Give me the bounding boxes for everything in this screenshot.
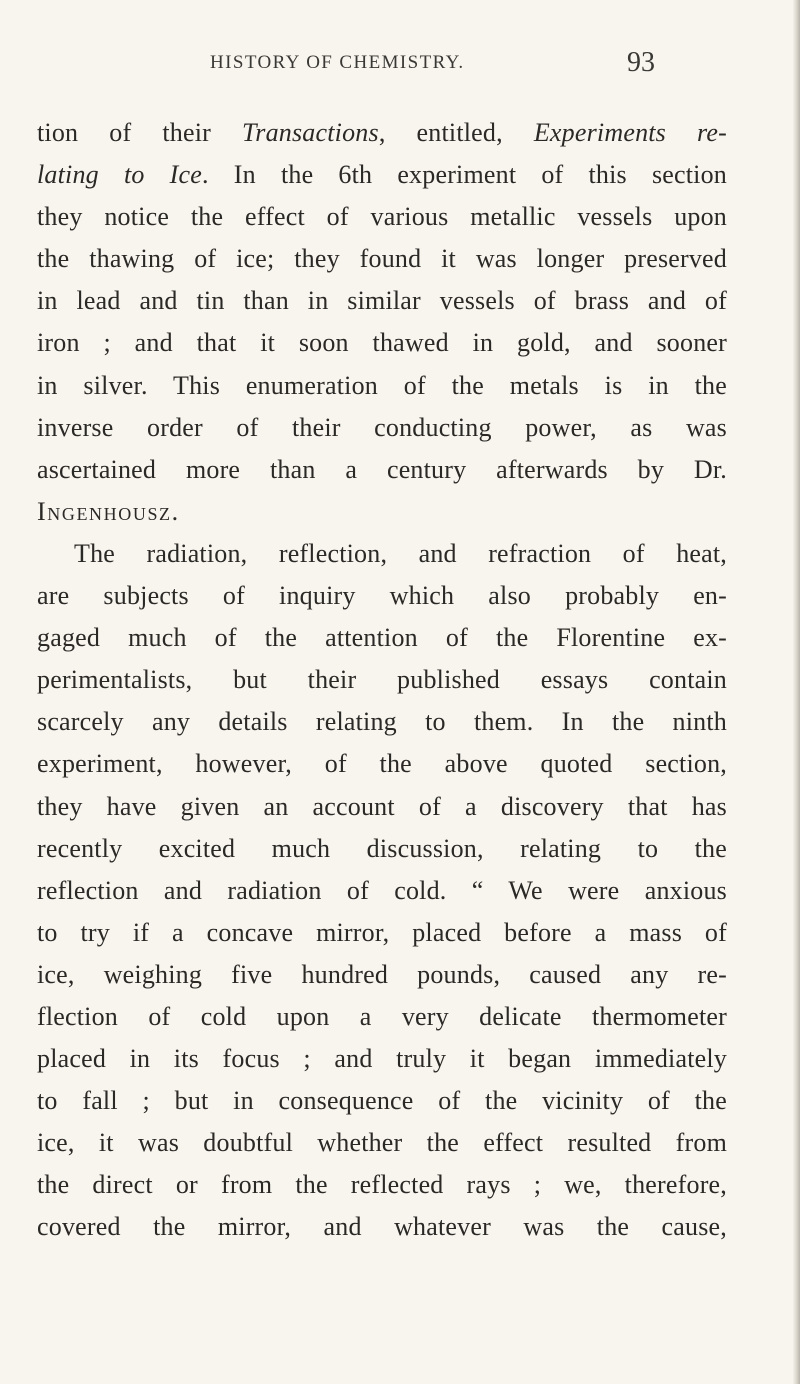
page-number: 93 [627,47,655,78]
text-line: inverse order of their conducting power, as was [37,412,727,442]
text-line: perimentalists, but their published essays contain [37,665,727,695]
text-line: ascertained more than a century afterwards by Dr. [37,454,727,484]
text-line: reflection and radiation of cold. “ We were anxious [37,875,727,905]
text-line [37,154,727,196]
text-line: experiment, however, of the above quoted section, [37,749,727,779]
text-span: . In the 6th experiment of this section [202,160,728,190]
italic-span: lating to Ice [37,160,203,190]
page-header [210,47,655,90]
text-line: they notice the effect of various metallic vessels upon [37,202,727,232]
text-line: gaged much of the attention of the Florentine ex- [37,623,727,653]
text-line: recently excited much discussion, relating to the [37,833,727,863]
page-edge-shadow [793,0,800,1384]
body-text [37,112,727,1249]
text-span: . [171,496,179,526]
text-span: tion of their [37,118,243,147]
text-line [37,112,727,154]
text-line: iron ; and that it soon thawed in gold, and sooner [37,328,727,358]
text-line: placed in its focus ; and truly it began immediately [37,1044,727,1074]
text-line: flection of cold upon a very delicate thermometer [37,1001,727,1031]
italic-span: Transactions [242,118,379,147]
text-line [37,491,727,533]
text-line: in lead and tin than in similar vessels of brass and of [37,286,727,316]
paragraph-first-line: The radiation, reflection, and refraction of heat, [74,538,727,568]
text-line: covered the mirror, and whatever was the cause, [37,1212,727,1242]
text-line: to try if a concave mirror, placed before a mass of [37,917,727,947]
text-span: , entitled, [378,118,534,147]
text-line: scarcely any details relating to them. In the ninth [37,707,727,737]
text-line: the direct or from the reflected rays ; we, therefore, [37,1170,727,1200]
running-title: HISTORY OF CHEMISTRY. [210,52,465,73]
smallcaps-span: Ingenhousz [37,496,172,526]
italic-span: Experiments re- [533,118,727,147]
text-line: in silver. This enumeration of the metals is in the [37,370,727,400]
text-line: ice, weighing five hundred pounds, caused any re- [37,959,727,989]
text-line: ice, it was doubtful whether the effect resulted from [37,1128,727,1158]
text-line: to fall ; but in consequence of the vicinity of the [37,1086,727,1116]
text-line: are subjects of inquiry which also probably en- [37,581,727,611]
text-line: the thawing of ice; they found it was longer preserved [37,244,727,274]
text-line: they have given an account of a discovery that has [37,791,727,821]
